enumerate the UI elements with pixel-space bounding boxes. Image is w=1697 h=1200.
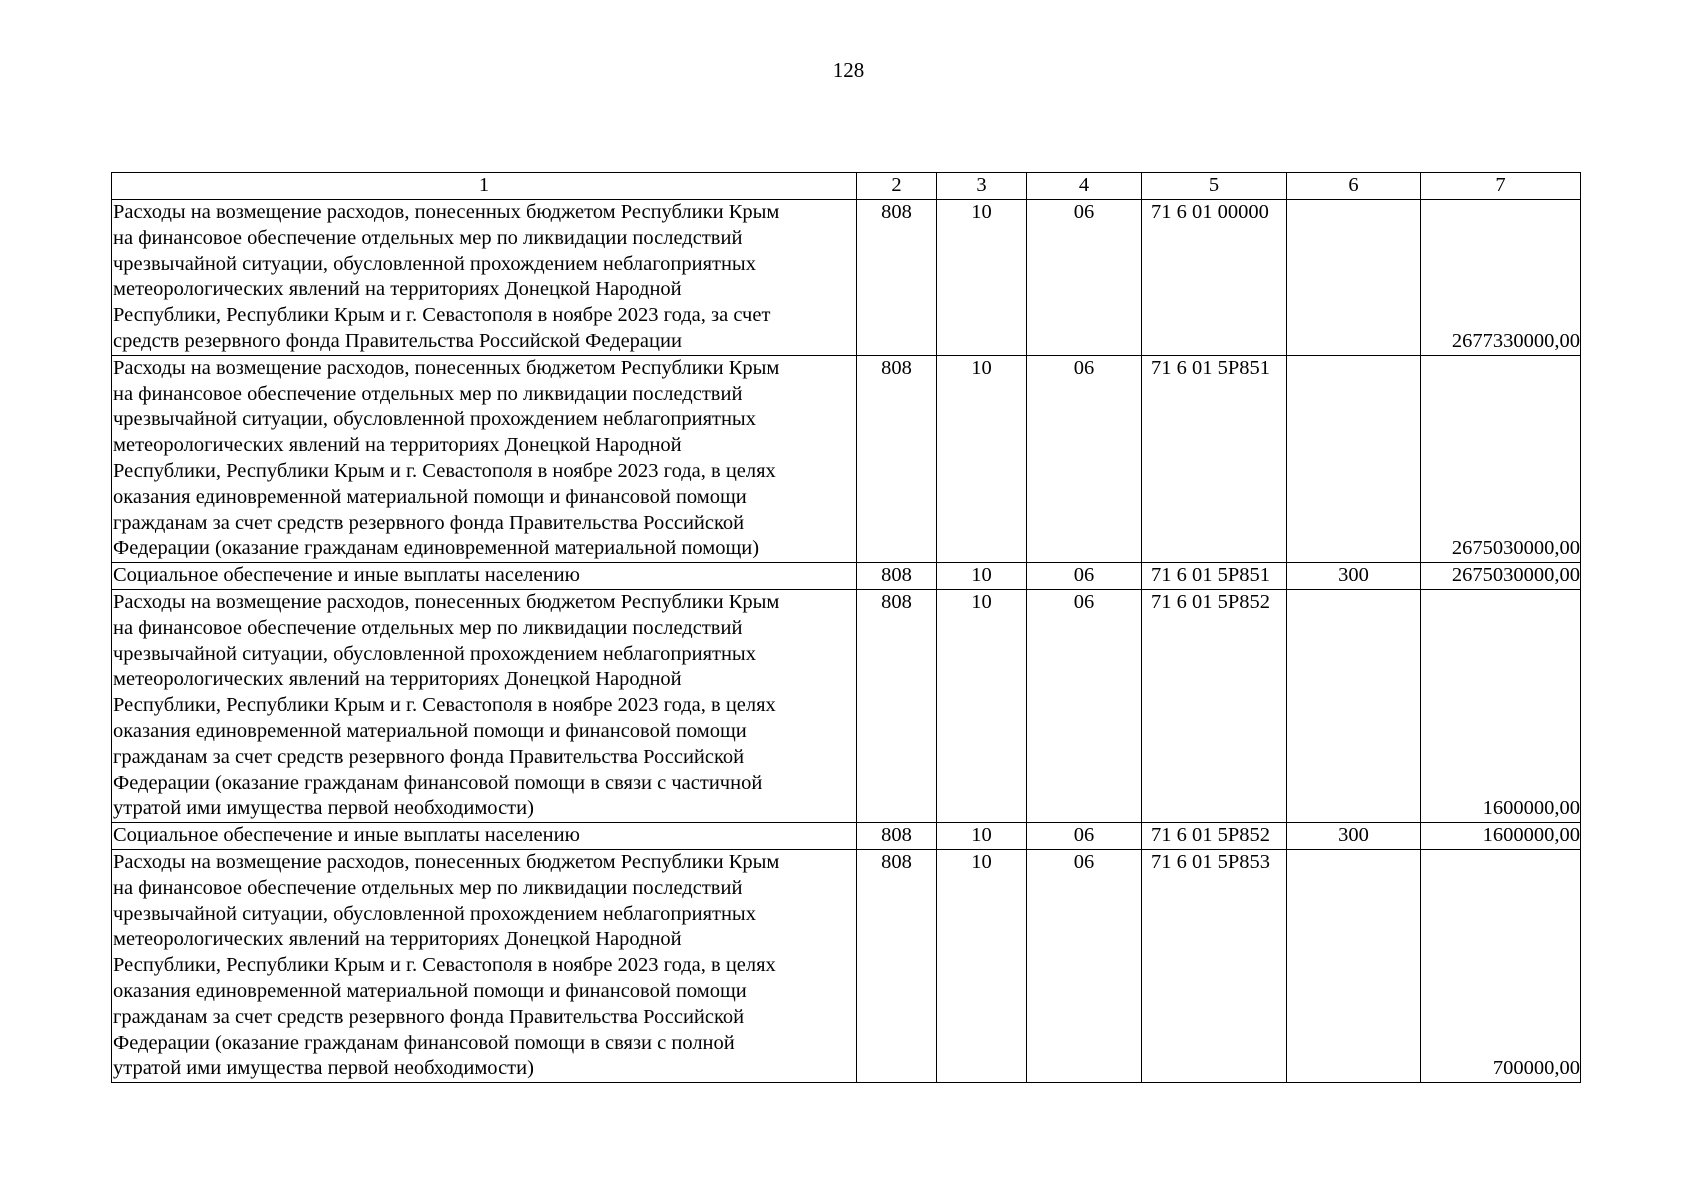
description-line: утратой ими имущества первой необходимости)	[113, 1057, 534, 1080]
description-line: Расходы на возмещение расходов, понесенных бюджетом Республики Крым	[113, 590, 780, 613]
table-row	[112, 355, 1581, 562]
cell-section-code: 10	[937, 849, 1027, 1082]
description-line: чрезвычайной ситуации, обусловленной прохождением неблагоприятных	[113, 408, 756, 431]
cell-subsection-code: 06	[1027, 589, 1142, 822]
row-description	[112, 355, 857, 562]
cell-target-article: 71 6 01 00000	[1142, 200, 1287, 356]
column-header: 6	[1287, 173, 1421, 200]
description-line: чрезвычайной ситуации, обусловленной прохождением неблагоприятных	[113, 902, 756, 925]
column-header: 1	[112, 173, 857, 200]
cell-subsection-code: 06	[1027, 200, 1142, 356]
cell-target-article: 71 6 01 5Р853	[1142, 849, 1287, 1082]
cell-ministry-code: 808	[857, 200, 937, 356]
description-line: Расходы на возмещение расходов, понесенных бюджетом Республики Крым	[113, 850, 780, 873]
description-line: Федерации (оказание гражданам единовременной материальной помощи)	[113, 537, 760, 560]
description-line: чрезвычайной ситуации, обусловленной прохождением неблагоприятных	[113, 252, 756, 275]
description-line: на финансовое обеспечение отдельных мер по ликвидации последствий	[113, 382, 743, 405]
cell-ministry-code: 808	[857, 589, 937, 822]
row-description	[112, 563, 857, 590]
cell-expense-type	[1287, 355, 1421, 562]
cell-target-article: 71 6 01 5Р852	[1142, 823, 1287, 850]
cell-target-article: 71 6 01 5Р851	[1142, 355, 1287, 562]
cell-subsection-code: 06	[1027, 823, 1142, 850]
cell-target-article: 71 6 01 5Р851	[1142, 563, 1287, 590]
cell-section-code: 10	[937, 200, 1027, 356]
description-line: Республики, Республики Крым и г. Севастополя в ноябре 2023 года, в целях	[113, 459, 776, 482]
table-row	[112, 823, 1581, 850]
description-line: Федерации (оказание гражданам финансовой помощи в связи с частичной	[113, 771, 763, 794]
cell-section-code: 10	[937, 589, 1027, 822]
description-line: метеорологических явлений на территориях Донецкой Народной	[113, 278, 682, 301]
description-line: утратой ими имущества первой необходимости)	[113, 797, 534, 820]
table-header-row	[112, 173, 1581, 200]
cell-ministry-code: 808	[857, 823, 937, 850]
description-line: на финансовое обеспечение отдельных мер по ликвидации последствий	[113, 616, 743, 639]
cell-expense-type: 300	[1287, 823, 1421, 850]
cell-expense-type	[1287, 849, 1421, 1082]
description-line: Расходы на возмещение расходов, понесенных бюджетом Республики Крым	[113, 201, 780, 223]
table-row	[112, 563, 1581, 590]
cell-amount: 2677330000,00	[1421, 200, 1581, 356]
description-line: Республики, Республики Крым и г. Севастополя в ноябре 2023 года, в целях	[113, 954, 776, 977]
row-description	[112, 589, 857, 822]
cell-amount: 2675030000,00	[1421, 563, 1581, 590]
description-line: Социальное обеспечение и иные выплаты населению	[113, 824, 580, 847]
cell-amount: 1600000,00	[1421, 589, 1581, 822]
cell-subsection-code: 06	[1027, 563, 1142, 590]
column-header: 2	[857, 173, 937, 200]
cell-section-code: 10	[937, 355, 1027, 562]
table-row	[112, 200, 1581, 356]
description-line: чрезвычайной ситуации, обусловленной прохождением неблагоприятных	[113, 642, 756, 665]
column-header: 3	[937, 173, 1027, 200]
column-header: 7	[1421, 173, 1581, 200]
cell-expense-type	[1287, 589, 1421, 822]
table-row	[112, 589, 1581, 822]
table-row	[112, 849, 1581, 1082]
column-header: 5	[1142, 173, 1287, 200]
description-line: на финансовое обеспечение отдельных мер по ликвидации последствий	[113, 876, 743, 899]
description-line: оказания единовременной материальной помощи и финансовой помощи	[113, 979, 747, 1002]
row-description	[112, 849, 857, 1082]
cell-ministry-code: 808	[857, 355, 937, 562]
description-line: Социальное обеспечение и иные выплаты населению	[113, 564, 580, 587]
cell-amount: 700000,00	[1421, 849, 1581, 1082]
description-line: Расходы на возмещение расходов, понесенных бюджетом Республики Крым	[113, 356, 780, 379]
description-line: средств резервного фонда Правительства Российской Федерации	[113, 329, 682, 352]
description-line: гражданам за счет средств резервного фонда Правительства Российской	[113, 1005, 745, 1028]
description-line: на финансовое обеспечение отдельных мер по ликвидации последствий	[113, 226, 743, 249]
cell-amount: 1600000,00	[1421, 823, 1581, 850]
row-description	[112, 823, 857, 850]
description-line: Федерации (оказание гражданам финансовой помощи в связи с полной	[113, 1031, 735, 1054]
cell-ministry-code: 808	[857, 563, 937, 590]
cell-amount: 2675030000,00	[1421, 355, 1581, 562]
cell-section-code: 10	[937, 823, 1027, 850]
description-line: метеорологических явлений на территориях Донецкой Народной	[113, 928, 682, 951]
row-description	[112, 200, 857, 356]
description-line: метеорологических явлений на территориях Донецкой Народной	[113, 434, 682, 457]
cell-expense-type: 300	[1287, 563, 1421, 590]
table-body	[112, 200, 1581, 1083]
cell-expense-type	[1287, 200, 1421, 356]
cell-subsection-code: 06	[1027, 355, 1142, 562]
description-line: Республики, Республики Крым и г. Севастополя в ноябре 2023 года, в целях	[113, 694, 776, 717]
cell-subsection-code: 06	[1027, 849, 1142, 1082]
budget-table	[111, 172, 1581, 1083]
page-number: 128	[832, 58, 865, 82]
description-line: Республики, Республики Крым и г. Севастополя в ноябре 2023 года, за счет	[113, 304, 771, 327]
description-line: гражданам за счет средств резервного фонда Правительства Российской	[113, 745, 745, 768]
cell-ministry-code: 808	[857, 849, 937, 1082]
description-line: оказания единовременной материальной помощи и финансовой помощи	[113, 719, 747, 742]
cell-section-code: 10	[937, 563, 1027, 590]
cell-target-article: 71 6 01 5Р852	[1142, 589, 1287, 822]
description-line: гражданам за счет средств резервного фонда Правительства Российской	[113, 511, 745, 534]
description-line: оказания единовременной материальной помощи и финансовой помощи	[113, 485, 747, 508]
column-header: 4	[1027, 173, 1142, 200]
description-line: метеорологических явлений на территориях Донецкой Народной	[113, 668, 682, 691]
